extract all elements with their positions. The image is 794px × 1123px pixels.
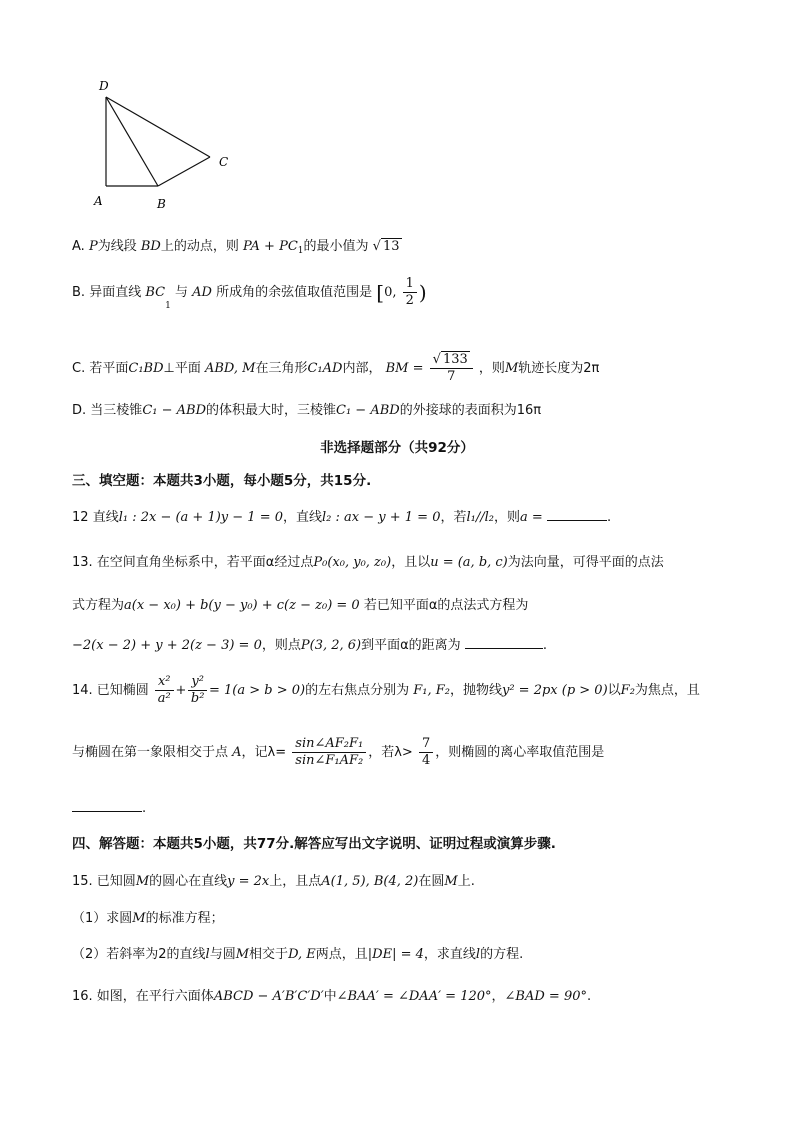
option-c — [72, 352, 599, 385]
plane-equation: −2(x − 2) + y + 2(z − 3) = 0 — [72, 638, 262, 653]
sqrt-value: 13 — [382, 239, 400, 254]
segment-ad: AD — [192, 285, 212, 300]
ratio-den: sin∠F₁AF₂ — [295, 753, 364, 768]
q14-text: ，若λ> — [368, 745, 413, 760]
b2: b² — [190, 691, 205, 706]
circle-m: M — [135, 874, 150, 889]
option-a-label: A. — [72, 239, 85, 254]
section-nonchoice-title: 非选择题部分（共92分） — [320, 440, 474, 456]
circle-m: M — [444, 874, 458, 889]
question-13-line-2 — [72, 597, 528, 615]
parabola: y² = 2px (p > 0) — [501, 683, 608, 698]
geometry-figure — [84, 72, 244, 218]
q13-text: ，则点 — [261, 638, 301, 653]
q14-text: 14. 已知椭圆 — [72, 683, 149, 698]
q15-text: 上，且点 — [269, 874, 322, 889]
option-b-text: 异面直线 — [89, 285, 142, 300]
range-fraction — [403, 276, 417, 309]
x2: x² — [155, 674, 174, 691]
question-14-line-1: 14. 已知椭圆 $\frac{\text{x²}}{\text{a²}}$ + $\frac{\text{y²}}{\text{b²}}$ = 1(a > b > 0)的左右焦点分别为 F₁, F₂，抛物线y² = 2px (p > 0)以F₂为焦点，且 — [72, 674, 700, 706]
point-p: P(3, 2, 6) — [300, 638, 362, 653]
question-13-line-1 — [72, 554, 664, 572]
q13-text: 式方程为 — [72, 598, 125, 613]
question-16 — [72, 988, 591, 1006]
triangle-c1ad: C₁AD — [307, 361, 343, 376]
plane-abd: ABD, M — [204, 361, 256, 376]
q14-text: ，记λ= — [241, 745, 287, 760]
range-den: 2 — [405, 293, 414, 308]
q15-text: 在圆 — [418, 874, 445, 889]
segment-bd: BD — [140, 239, 161, 254]
q13-text: 为法向量，可得平面的点法 — [507, 555, 664, 570]
q15-text: 的圆心在直线 — [149, 874, 228, 889]
q16-text: 16. 如图，在平行六面体 — [72, 989, 214, 1004]
y2: y² — [188, 674, 207, 691]
point-m: M — [504, 361, 519, 376]
focus-f2: F₂ — [620, 683, 635, 698]
points-de: D, E — [288, 947, 316, 962]
answer-blank[interactable] — [465, 648, 543, 649]
question-15-part-1 — [72, 910, 224, 928]
section-3-heading: 三、填空题：本题共3小题，每小题5分，共15分. — [72, 473, 372, 489]
option-c-text: ⊥平面 — [163, 361, 201, 376]
option-c-label: C. — [72, 361, 86, 376]
option-c-text: 内部， — [342, 361, 382, 376]
q15-p2-text: 的方程. — [480, 947, 524, 962]
bm-den: 7 — [447, 369, 456, 384]
q12-end: . — [606, 510, 612, 525]
q13-text: 13. 在空间直角坐标系中，若平面α经过点 — [72, 555, 314, 570]
option-d-text: 的体积最大时，三棱锥 — [206, 403, 337, 418]
line-y2x: y = 2x — [227, 874, 270, 889]
answer-blank[interactable] — [72, 811, 142, 812]
option-d-label: D. — [72, 403, 87, 418]
vertex-label-A: A — [94, 194, 103, 208]
q14-text: ，抛物线 — [449, 683, 502, 698]
q15-text: 上. — [457, 874, 475, 889]
line-l: l — [475, 947, 481, 962]
option-a: A. P为线段 BD上的动点，则 PA + $PC_1$的最小值为 √ 13 — [72, 239, 400, 256]
line-l: l — [205, 947, 210, 962]
subscript: 1 — [297, 246, 304, 256]
question-14-line-3 — [72, 800, 146, 818]
q14-text: ，则椭圆的离心率取值范围是 — [435, 745, 605, 760]
option-b-label: B. — [72, 285, 86, 300]
question-15 — [72, 873, 475, 891]
bm-eq: BM = — [385, 361, 424, 376]
q15-p2-text: （2）若斜率为2的直线 — [72, 947, 206, 962]
option-c-text: ，则 — [478, 361, 505, 376]
q15-p2-text: 两点，且 — [315, 947, 368, 962]
option-d-text: 当三棱锥 — [90, 403, 143, 418]
edge-DB — [106, 97, 158, 186]
ratio-num: sin∠AF₂F₁ — [292, 736, 366, 753]
q15-p2-text: 相交于 — [249, 947, 289, 962]
angle-bad: ∠BAD = 90° — [504, 989, 587, 1004]
q15-p2-text: ，求直线 — [423, 947, 476, 962]
point-normal-equation: a(x − x₀) + b(y − y₀) + c(z − z₀) = 0 — [124, 598, 360, 613]
q15-text: 15. 已知圆 — [72, 874, 136, 889]
option-a-text: 上的动点，则 — [160, 239, 239, 254]
q16-end: . — [587, 989, 592, 1004]
normal-vector: u = (a, b, c) — [430, 555, 508, 570]
points-ab: A(1, 5), B(4, 2) — [321, 874, 419, 889]
question-15-part-2 — [72, 946, 523, 964]
point-p0: P₀(x₀, y₀, z₀) — [313, 555, 392, 570]
question-12 — [72, 509, 611, 527]
q13-end: . — [542, 638, 547, 653]
tetrahedron: C₁ − ABD — [142, 403, 206, 418]
q14-text: 的左右焦点分别为 — [305, 683, 410, 698]
q14-text: 为焦点，且 — [634, 683, 700, 698]
parallel-cond: l₁//l₂ — [466, 510, 494, 525]
q15-p1-text: （1）求圆 — [72, 911, 133, 926]
chord-length: |DE| = 4 — [367, 947, 424, 962]
question-14-line-2 — [72, 736, 604, 769]
seven: 7 — [419, 736, 433, 753]
option-a-text: 的最小值为 — [303, 239, 369, 254]
circle-m: M — [235, 947, 250, 962]
section-4-heading: 四、解答题：本题共5小题，共77分.解答应写出文字说明、证明过程或演算步骤. — [72, 836, 556, 852]
option-b-text: 所成角的余弦值取值范围是 — [216, 285, 373, 300]
expression: PA + PC — [242, 239, 298, 254]
answer-a: a = — [520, 510, 543, 525]
q14-end: . — [142, 801, 147, 816]
q14-text: 与椭圆在第一象限相交于点 — [72, 745, 229, 760]
a2: a² — [157, 691, 171, 706]
parallelepiped: ABCD − A′B′C′D′ — [213, 989, 324, 1004]
bm-fraction: $\frac{√ 133}{7}$ — [430, 352, 473, 385]
circle-m: M — [132, 911, 146, 926]
four: 4 — [421, 753, 431, 768]
q13-text: 到平面α的距离为 — [361, 638, 461, 653]
point-p: P — [88, 239, 98, 254]
q12-text: ，若 — [440, 510, 467, 525]
option-c-text: 若平面 — [89, 361, 129, 376]
range-left: 0, — [384, 285, 397, 300]
point-a: A — [232, 745, 242, 760]
q15-p2-text: 与圆 — [209, 947, 236, 962]
range-num: 1 — [403, 276, 417, 293]
q15-p1-text: 的标准方程； — [145, 911, 224, 926]
q16-text: ， — [491, 989, 505, 1004]
answer-blank[interactable] — [547, 520, 607, 521]
foci: F₁, F₂ — [413, 683, 450, 698]
option-b: B. 异面直线 $BC_1$ 与 AD 所成角的余弦值取值范围是 [0, $\frac{1}{2}$ ) — [72, 276, 427, 311]
option-d — [72, 402, 541, 420]
q13-text: ，且以 — [391, 555, 431, 570]
question-number: 12 — [72, 510, 89, 525]
edge-DC — [106, 97, 210, 157]
seven-fourths — [419, 736, 433, 769]
q12-text: 直线 — [92, 510, 119, 525]
bm-num: 133 — [442, 352, 468, 367]
q12-text: ，则 — [494, 510, 521, 525]
tetrahedron: C₁ − ABD — [336, 403, 400, 418]
ellipse-condition: = 1(a > b > 0) — [208, 683, 306, 698]
option-c-text: 在三角形 — [255, 361, 308, 376]
question-13-line-3 — [72, 637, 547, 655]
option-c-text: 轨迹长度为2π — [518, 361, 600, 376]
q12-text: ，直线 — [283, 510, 323, 525]
vertex-label-B: B — [157, 197, 166, 211]
vertex-label-D: D — [99, 79, 109, 93]
x2-over-a2 — [155, 674, 174, 707]
angles: ∠BAA′ = ∠DAA′ = 120° — [336, 989, 492, 1004]
lambda-ratio — [292, 736, 366, 769]
option-d-text: 的外接球的表面积为16π — [399, 403, 542, 418]
edge-BC — [158, 157, 210, 186]
y2-over-b2 — [188, 674, 207, 707]
q14-text: 以 — [607, 683, 621, 698]
subscript: 1 — [165, 301, 171, 311]
vertex-label-C: C — [219, 155, 229, 169]
segment-bc: BC — [145, 285, 166, 300]
option-b-text: 与 — [174, 285, 188, 300]
option-a-text: 为线段 — [97, 239, 137, 254]
line-l2: l₂ : ax − y + 1 = 0 — [322, 510, 441, 525]
q16-text: 中 — [323, 989, 337, 1004]
line-l1: l₁ : 2x − (a + 1)y − 1 = 0 — [118, 510, 283, 525]
plane-c1bd: C₁BD — [128, 361, 164, 376]
q13-text: 若已知平面α的点法式方程为 — [363, 598, 529, 613]
